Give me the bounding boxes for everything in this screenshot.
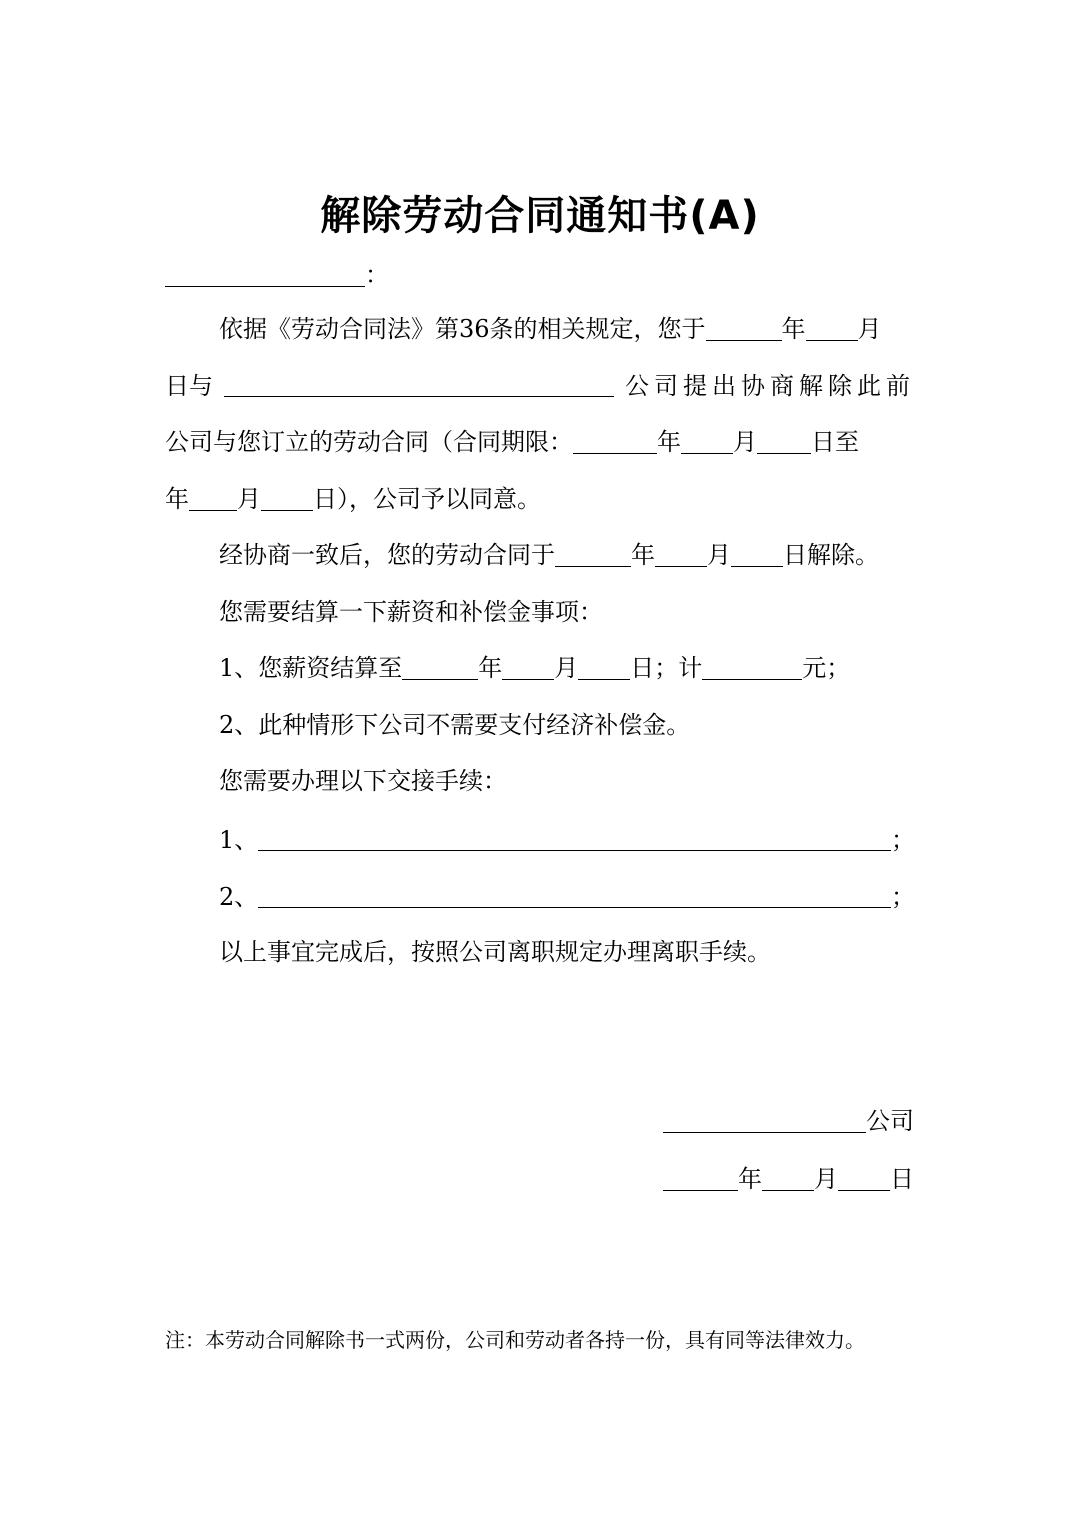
handover-blank-2[interactable] — [258, 879, 891, 908]
para1-line1 — [219, 311, 915, 347]
handover-blank-1[interactable] — [258, 822, 891, 851]
salary-month-blank[interactable] — [502, 651, 554, 680]
company-label: 公司 — [866, 1107, 914, 1135]
signature-company-line — [663, 1103, 914, 1139]
para1-text-2: 公司提出协商解除此前 — [625, 372, 915, 400]
signature-company-blank[interactable] — [663, 1104, 866, 1133]
year-label: 年 — [657, 428, 681, 456]
para1-line3 — [165, 424, 915, 460]
month-label: 月 — [237, 485, 261, 513]
termination-year-blank[interactable] — [555, 538, 631, 567]
footnote: 注：本劳动合同解除书一式两份，公司和劳动者各持一份，具有同等法律效力。 — [165, 1328, 865, 1352]
year-label: 年 — [478, 654, 503, 682]
agree-month-blank[interactable] — [806, 312, 858, 341]
day-to-label: 日至 — [811, 428, 859, 456]
month-label: 月 — [554, 654, 579, 682]
handover-number: 2、 — [219, 883, 259, 911]
item2-line: 2、此种情形下公司不需要支付经济补偿金。 — [219, 711, 691, 739]
item1-text: 1、您薪资结算至 — [219, 654, 403, 682]
salary-amount-blank[interactable] — [702, 651, 802, 680]
para1-line4 — [165, 481, 915, 517]
salary-day-blank[interactable] — [578, 651, 630, 680]
handover-item-2 — [219, 879, 915, 915]
year-label: 年 — [631, 541, 655, 569]
yuan-label: 元； — [802, 654, 851, 682]
handover-item-1 — [219, 822, 915, 858]
para5-line: 以上事宜完成后，按照公司离职规定办理离职手续。 — [219, 938, 771, 966]
para4-line: 您需要办理以下交接手续： — [219, 767, 507, 795]
para1-line2 — [165, 368, 915, 404]
month-label: 月 — [707, 541, 731, 569]
para2-line — [219, 537, 915, 573]
month-label: 月 — [857, 315, 882, 343]
para3-line: 您需要结算一下薪资和补偿金事项： — [219, 598, 603, 626]
handover-semicolon: ； — [891, 883, 915, 911]
item1-line — [219, 650, 915, 686]
term-start-day-blank[interactable] — [757, 425, 811, 454]
signature-year-blank[interactable] — [663, 1162, 738, 1191]
salutation-colon: ： — [365, 261, 389, 289]
agree-year-blank[interactable] — [706, 312, 782, 341]
termination-day-blank[interactable] — [731, 538, 783, 567]
day-with-label: 日与 — [165, 372, 213, 400]
recipient-name-blank[interactable] — [165, 258, 365, 287]
handover-semicolon: ； — [891, 826, 915, 854]
month-label: 月 — [733, 428, 757, 456]
para2-text: 经协商一致后，您的劳动合同于 — [219, 541, 555, 569]
term-start-month-blank[interactable] — [681, 425, 733, 454]
term-end-month-blank[interactable] — [189, 482, 237, 511]
handover-number: 1、 — [219, 826, 259, 854]
contract-term-label: 公司与您订立的劳动合同（合同期限： — [165, 428, 573, 456]
salary-year-blank[interactable] — [402, 651, 478, 680]
year-label: 年 — [781, 315, 806, 343]
termination-month-blank[interactable] — [655, 538, 707, 567]
para1-text: 依据《劳动合同法》第36条的相关规定，您于 — [219, 315, 706, 343]
signature-day-blank[interactable] — [838, 1162, 890, 1191]
company-name-blank[interactable] — [224, 368, 614, 397]
signature-date-line — [663, 1161, 914, 1197]
day-total-label: 日；计 — [630, 654, 703, 682]
para2-tail: 日解除。 — [783, 541, 879, 569]
salutation-line — [165, 257, 915, 293]
para1-tail: 日），公司予以同意。 — [313, 485, 541, 513]
year-label: 年 — [165, 485, 189, 513]
month-label: 月 — [814, 1165, 838, 1193]
day-label: 日 — [890, 1165, 914, 1193]
signature-month-blank[interactable] — [762, 1162, 814, 1191]
term-start-year-blank[interactable] — [573, 425, 657, 454]
year-label: 年 — [738, 1165, 762, 1193]
page-title: 解除劳动合同通知书(A) — [320, 193, 760, 239]
term-end-day-blank[interactable] — [261, 482, 313, 511]
